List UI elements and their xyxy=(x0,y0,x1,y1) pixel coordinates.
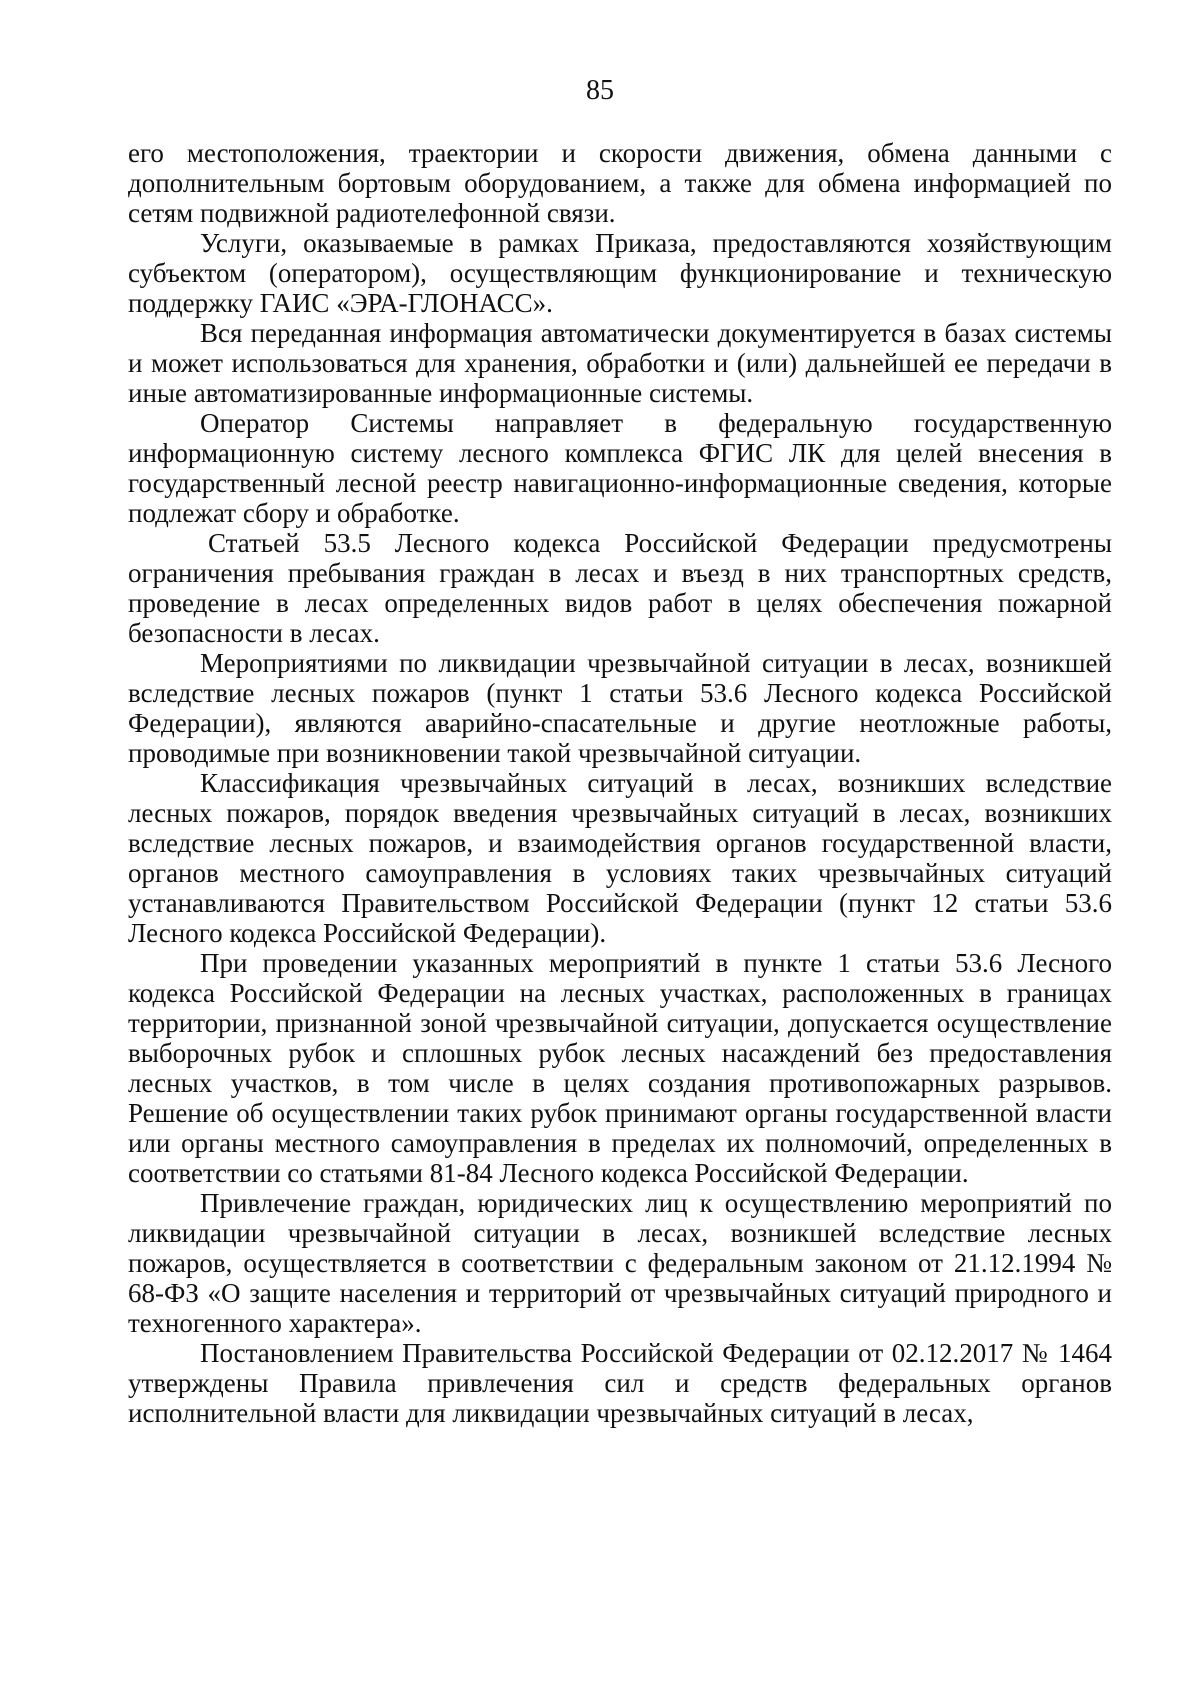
paragraph-article-53-5: Статьей 53.5 Лесного кодекса Российской Федерации предусмотрены ограничения пребывания граждан в лесах и въезд в них транспортных средств, проведение в лесах определенных видов работ в целях обеспечения пожарной безопасности в лесах. xyxy=(128,528,1112,648)
paragraph-classification: Классификация чрезвычайных ситуаций в лесах, возникших вследствие лесных пожаров, порядок введения чрезвычайных ситуаций в лесах, возникших вследствие лесных пожаров, и взаимодействия органов государственной власти, органов местного самоуправления в условиях таких чрезвычайных ситуаций устанавливаются Правительством Российской Федерации (пункт 12 статьи 53.6 Лесного кодекса Российской Федерации). xyxy=(128,768,1112,948)
paragraph-involvement: Привлечение граждан, юридических лиц к осуществлению мероприятий по ликвидации чрезвычайной ситуации в лесах, возникшей вследствие лесных пожаров, осуществляется в соответствии с федеральным законом от 21.12.1994 № 68-ФЗ «О защите населения и территорий от чрезвычайных ситуаций природного и техногенного характера». xyxy=(128,1188,1112,1338)
paragraph-resolution: Постановлением Правительства Российской Федерации от 02.12.2017 № 1464 утверждены Правила привлечения сил и средств федеральных органов исполнительной власти для ликвидации чрезвычайных ситуаций в лесах, xyxy=(128,1338,1112,1428)
body-text xyxy=(128,138,1112,1428)
paragraph-measures: Мероприятиями по ликвидации чрезвычайной ситуации в лесах, возникшей вследствие лесных пожаров (пункт 1 статьи 53.6 Лесного кодекса Российской Федерации), являются аварийно-спасательные и другие неотложные работы, проводимые при возникновении такой чрезвычайной ситуации. xyxy=(128,648,1112,768)
paragraph-continuation: его местоположения, траектории и скорости движения, обмена данными с дополнительным бортовым оборудованием, а также для обмена информацией по сетям подвижной радиотелефонной связи. xyxy=(128,138,1112,228)
paragraph-logging: При проведении указанных мероприятий в пункте 1 статьи 53.6 Лесного кодекса Российской Федерации на лесных участках, расположенных в границах территории, признанной зоной чрезвычайной ситуации, допускается осуществление выборочных рубок и сплошных рубок лесных насаждений без предоставления лесных участков, в том числе в целях создания противопожарных разрывов. Решение об осуществлении таких рубок принимают органы государственной власти или органы местного самоуправления в пределах их полномочий, определенных в соответствии со статьями 81-84 Лесного кодекса Российской Федерации. xyxy=(128,948,1112,1188)
paragraph-operator: Оператор Системы направляет в федеральную государственную информационную систему лесного комплекса ФГИС ЛК для целей внесения в государственный лесной реестр навигационно-информационные сведения, которые подлежат сбору и обработке. xyxy=(128,408,1112,528)
page-number: 85 xyxy=(586,75,614,106)
paragraph-information: Вся переданная информация автоматически документируется в базах системы и может использоваться для хранения, обработки и (или) дальнейшей ее передачи в иные автоматизированные информационные системы. xyxy=(128,318,1112,408)
paragraph-services: Услуги, оказываемые в рамках Приказа, предоставляются хозяйствующим субъектом (оператором), осуществляющим функционирование и техническую поддержку ГАИС «ЭРА-ГЛОНАСС». xyxy=(128,228,1112,318)
